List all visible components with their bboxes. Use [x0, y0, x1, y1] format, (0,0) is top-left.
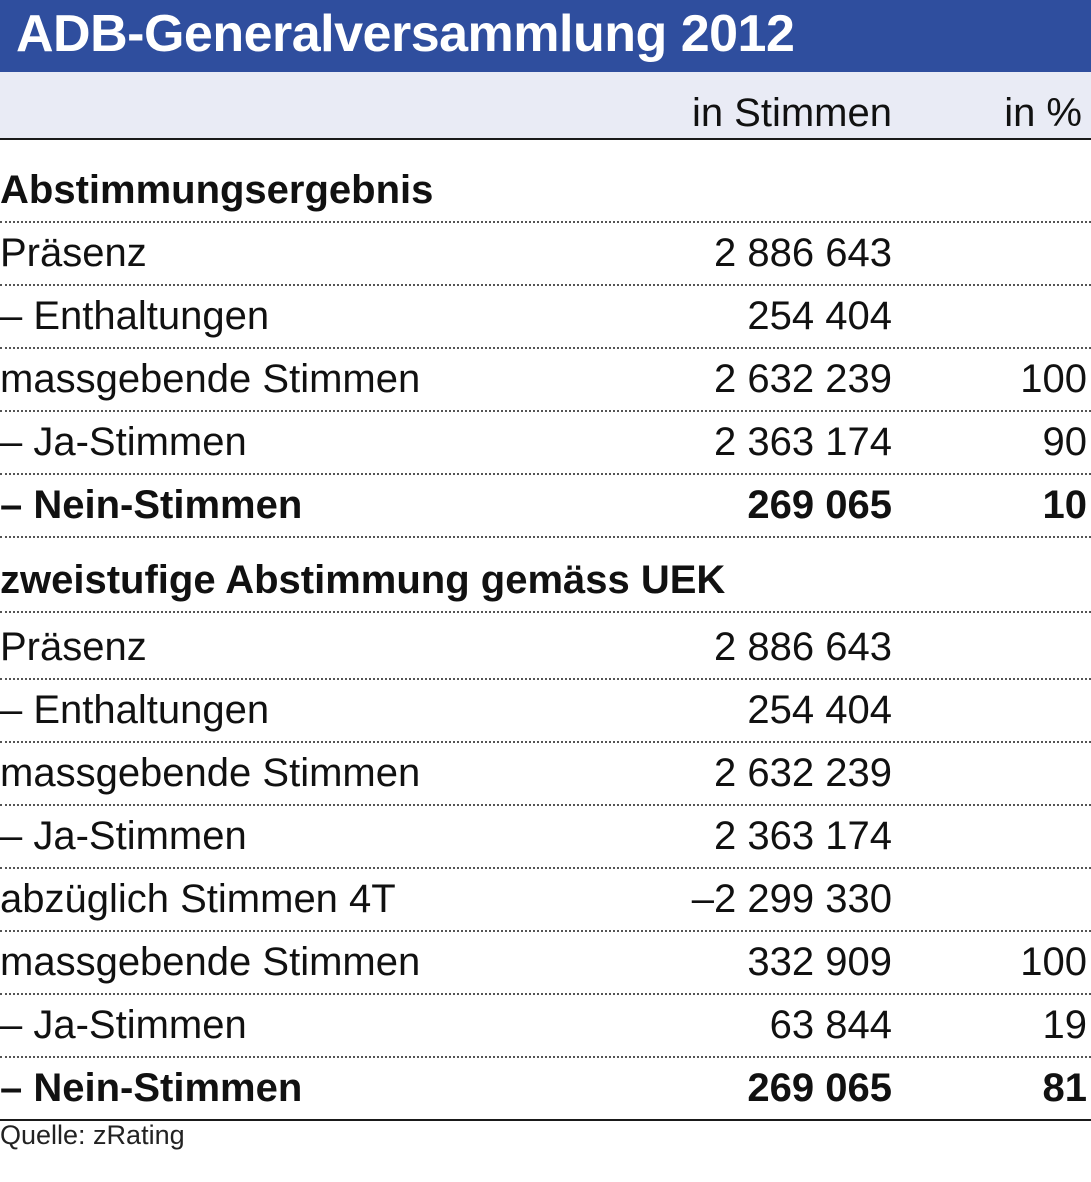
row-value: 269 065 [747, 1066, 892, 1110]
row-label: – Nein-Stimmen [0, 483, 303, 527]
table-row [0, 995, 1091, 1058]
row-value: 2 363 174 [714, 420, 892, 464]
row-percent: 100 [1020, 940, 1087, 984]
row-value: 332 909 [747, 940, 892, 984]
row-value: 269 065 [747, 483, 892, 527]
page-title: ADB-Generalversammlung 2012 [16, 5, 795, 63]
row-label: abzüglich Stimmen 4T [0, 877, 396, 921]
section-heading-zweistufige-abstimmung [0, 550, 1091, 613]
table-row-total [0, 1058, 1091, 1121]
table-row [0, 806, 1091, 869]
row-label: – Enthaltungen [0, 688, 270, 732]
row-label: – Ja-Stimmen [0, 420, 247, 464]
row-percent: 90 [1042, 420, 1087, 464]
table-row [0, 412, 1091, 475]
row-label: massgebende Stimmen [0, 357, 421, 401]
row-label: massgebende Stimmen [0, 940, 421, 984]
section-title: Abstimmungsergebnis [0, 168, 434, 212]
row-label: – Ja-Stimmen [0, 814, 247, 858]
table-row [0, 680, 1091, 743]
row-value: 2 632 239 [714, 751, 892, 795]
column-header-percent: in % [1004, 91, 1082, 135]
title-bar [0, 0, 1091, 72]
row-label: – Nein-Stimmen [0, 1066, 303, 1110]
table-row [0, 617, 1091, 680]
row-value: 2 632 239 [714, 357, 892, 401]
section-heading-abstimmungsergebnis [0, 160, 1091, 223]
row-percent: 19 [1042, 1003, 1087, 1047]
table-row [0, 286, 1091, 349]
row-value: 254 404 [747, 688, 892, 732]
row-label: – Ja-Stimmen [0, 1003, 247, 1047]
table-row [0, 223, 1091, 286]
column-header-stimmen: in Stimmen [691, 91, 892, 135]
table-row [0, 932, 1091, 995]
source-note: Quelle: zRating [0, 1120, 185, 1150]
row-percent: 81 [1042, 1066, 1087, 1110]
row-value: 254 404 [747, 294, 892, 338]
row-value: –2 299 330 [691, 877, 892, 921]
table-row-total [0, 475, 1091, 538]
row-label: Präsenz [0, 625, 147, 669]
section-title: zweistufige Abstimmung gemäss UEK [0, 558, 726, 602]
column-header-band [0, 72, 1091, 139]
row-percent: 10 [1042, 483, 1087, 527]
row-value: 2 363 174 [714, 814, 892, 858]
row-value: 63 844 [769, 1003, 892, 1047]
row-percent: 100 [1020, 357, 1087, 401]
row-label: Präsenz [0, 231, 147, 275]
table-row [0, 743, 1091, 806]
table-row [0, 869, 1091, 932]
table-row [0, 349, 1091, 412]
row-value: 2 886 643 [714, 231, 892, 275]
row-value: 2 886 643 [714, 625, 892, 669]
header-divider [0, 138, 1091, 140]
row-label: – Enthaltungen [0, 294, 270, 338]
row-label: massgebende Stimmen [0, 751, 421, 795]
